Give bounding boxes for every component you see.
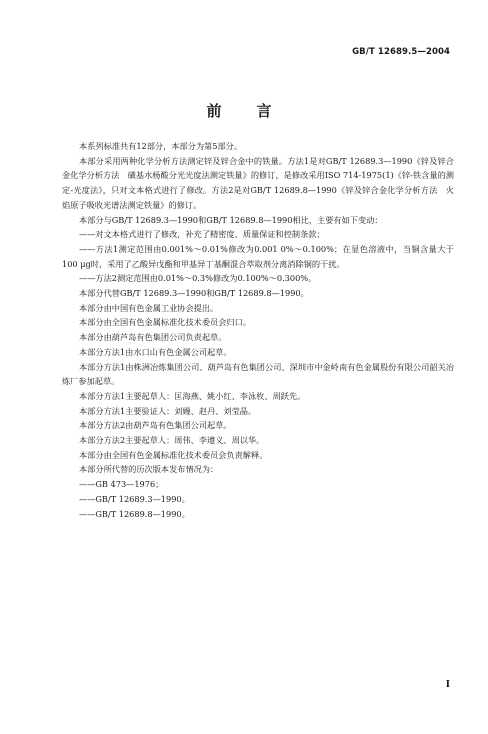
- page-title: 前 言: [206, 102, 282, 120]
- list-item: ——方法2测定范围由0.01%～0.3%修改为0.100%～0.300%。: [79, 273, 317, 284]
- paragraph: 本部分采用两种化学分析方法测定锌及锌合金中的铁量。方法1是对GB/T 12689.3—1990《锌及锌合金化学分析方法 磺基水杨酸分光光度法测定铁量》的修订，是修改采用ISO 714-1975(1)《锌-铁含量的测定-光度法》，只对文本格式进行了修改。方法2是对GB/T 12689.8—1990《锌及锌合金化学分析方法 火焰原子吸收光谱法测定铁量》的修订。: [62, 155, 454, 210]
- paragraph: 本部分由全国有色金属标准化技术委员会归口。: [79, 317, 251, 328]
- list-item: ——GB/T 12689.8—1990。: [79, 508, 190, 519]
- paragraph: 本部分方法1主要起草人：匡海燕、姚小红、李泳枚、周跃先。: [79, 390, 306, 401]
- paragraph: 本部分由中国有色金属工业协会提出。: [79, 302, 219, 313]
- foreword-body: [62, 139, 454, 521]
- paragraph: 本系列标准共有12部分，本部分为第5部分。: [79, 141, 243, 151]
- standard-number: GB/T 12689.5—2004: [352, 47, 450, 57]
- list-item: ——GB/T 12689.3—1990。: [79, 493, 190, 504]
- paragraph: 本部分方法1由水口山有色金属公司起草。: [79, 346, 232, 357]
- paragraph: 本部分代替GB/T 12689.3—1990和GB/T 12689.8—1990。: [79, 288, 309, 299]
- paragraph: 本部分由全国有色金属标准化技术委员会负责解释。: [79, 449, 268, 460]
- paragraph: 本部分由葫芦岛有色集团公司负责起草。: [79, 332, 227, 343]
- paragraph: 本部分方法2主要起草人：周伟、李遵义、周以华。: [79, 435, 265, 446]
- page-number: Ⅰ: [445, 680, 450, 690]
- paragraph: 本部分方法2由葫芦岛有色集团公司起草。: [79, 420, 232, 431]
- list-item: ——对文本格式进行了修改，补充了精密度、质量保证和控制条款；: [79, 229, 325, 240]
- list-item: ——GB 473—1976；: [79, 479, 164, 490]
- paragraph: 本部分方法1由株洲冶炼集团公司、葫芦岛有色集团公司、深圳市中金岭南有色金属股份有限公司韶关冶炼厂参加起草。: [62, 361, 454, 387]
- paragraph: 本部分方法1主要验证人：刘嫚、赵丹、刘莹晶。: [79, 405, 257, 416]
- paragraph: 本部分与GB/T 12689.3—1990和GB/T 12689.8—1990相比，主要有如下变动：: [79, 214, 383, 225]
- list-item: ——方法1测定范围由0.001%～0.01%修改为0.001 0%～0.100%；在显色溶液中，当铜含量大于100 μg时，采用了乙酸异戊酯和甲基异丁基酮混合萃取剂分离消除铜的干扰。: [62, 243, 454, 269]
- paragraph: 本部分所代替的历次版本发布情况为：: [79, 464, 219, 475]
